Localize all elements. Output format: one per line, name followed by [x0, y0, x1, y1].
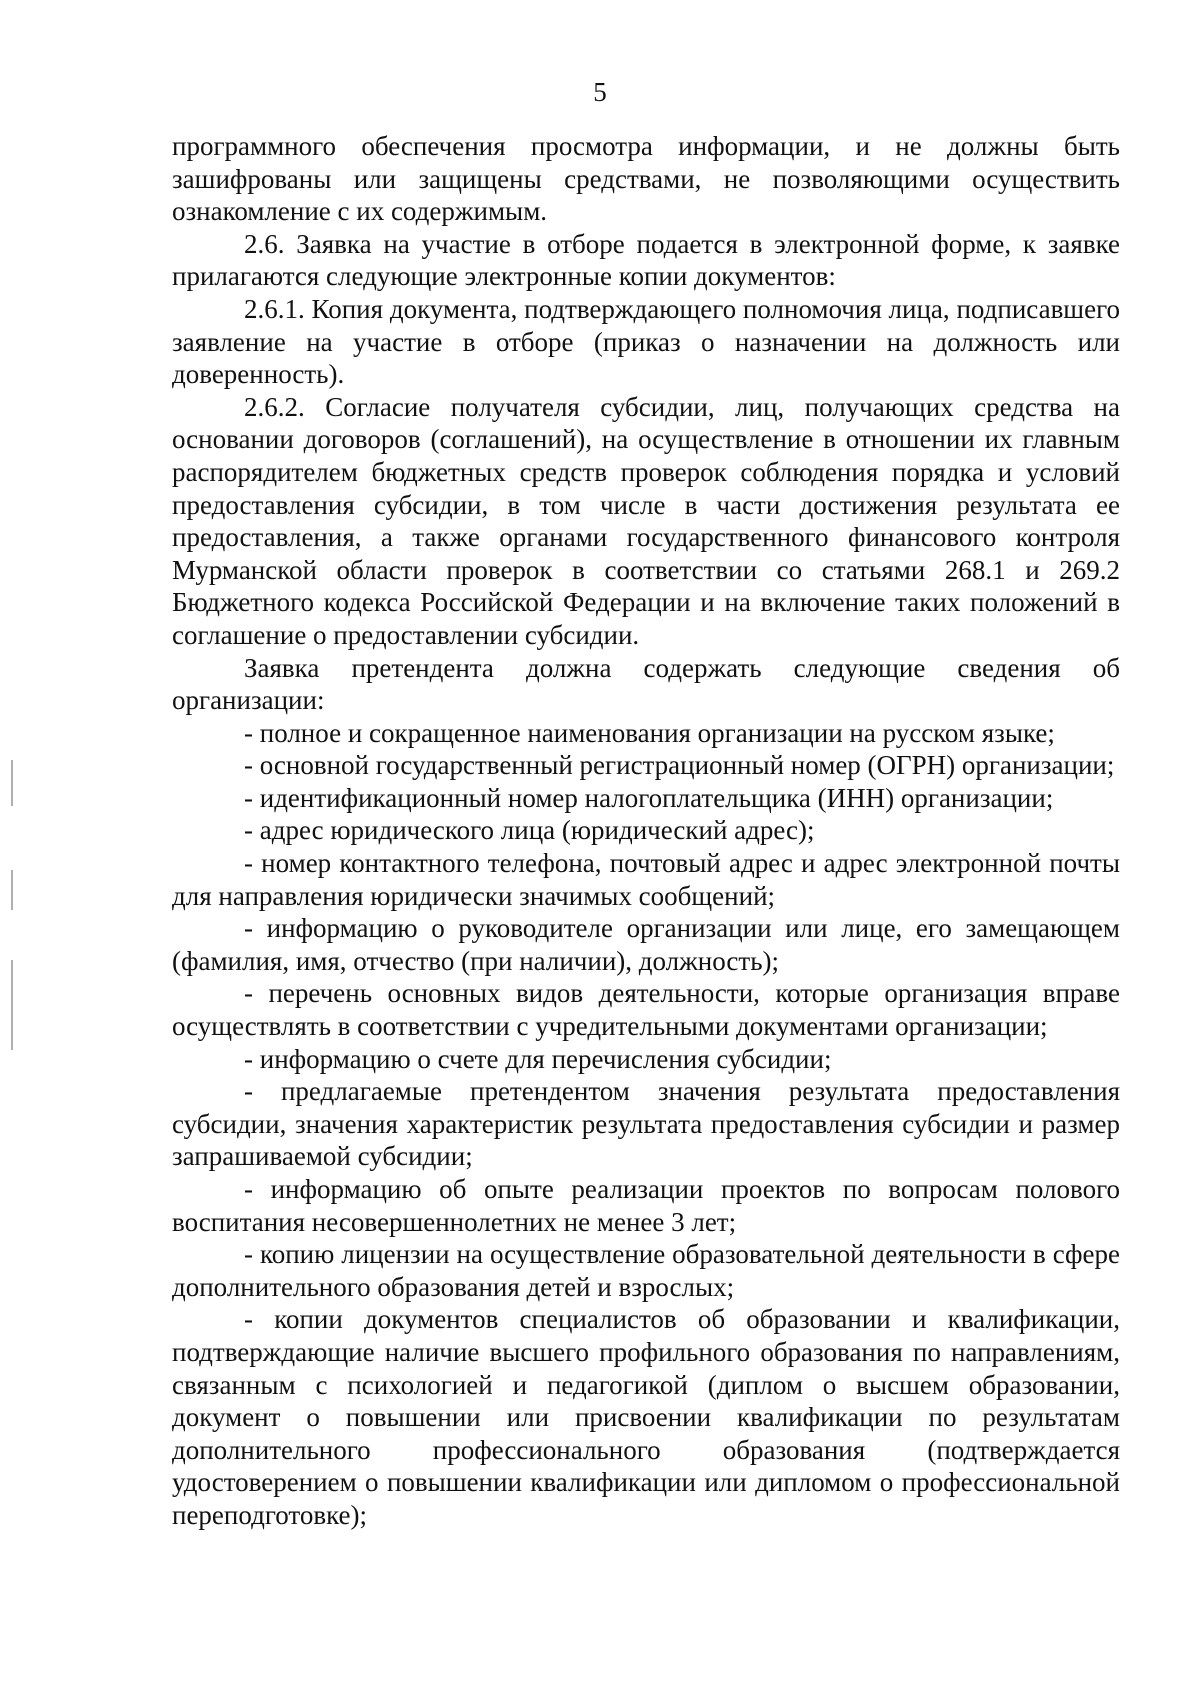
list-item: - информацию о счете для перечисления субсидии;	[244, 1043, 832, 1074]
scan-margin-mark	[11, 760, 13, 806]
list-item: - копии документов специалистов об образовании и квалификации, подтверждающие наличие высшего профильного образования по направлениям, связанным с психологией и педагогикой (диплом о высшем образовании, документ о повышении или присвоении квалификации по результатам дополнительного профессионального образования (подтверждается удостоверением о повышении квалификации или дипломом о профессиональной переподготовке);	[172, 1304, 1120, 1530]
list-item: - копию лицензии на осуществление образовательной деятельности в сфере дополнительного образования детей и взрослых;	[172, 1239, 1120, 1302]
document-body	[172, 130, 1120, 1532]
paragraph: Заявка претендента должна содержать следующие сведения об организации:	[172, 652, 1120, 716]
page-number: 5	[593, 77, 607, 107]
list-item: - полное и сокращенное наименования организации на русском языке;	[244, 717, 1055, 748]
scan-margin-mark	[11, 960, 13, 1050]
list-item: - информацию об опыте реализации проектов по вопросам полового воспитания несовершеннолетних не менее 3 лет;	[172, 1174, 1120, 1237]
paragraph: 2.6.1. Копия документа, подтверждающего полномочия лица, подписавшего заявление на участие в отборе (приказ о назначении на должность или доверенность).	[172, 293, 1120, 390]
list-item: - номер контактного телефона, почтовый адрес и адрес электронной почты для направления юридически значимых сообщений;	[172, 848, 1120, 911]
list-item: - идентификационный номер налогоплательщика (ИНН) организации;	[244, 782, 1054, 813]
list-item: - информацию о руководителе организации или лице, его замещающем (фамилия, имя, отчество (при наличии), должность);	[172, 913, 1120, 976]
paragraph: 2.6.2. Согласие получателя субсидии, лиц, получающих средства на основании договоров (соглашений), на осуществление в отношении их главным распорядителем бюджетных средств проверок соблюдения порядка и условий предоставления субсидии, в том числе в части достижения результата ее предоставления, а также органами государственного финансового контроля Мурманской области проверок в соответствии со статьями 268.1 и 269.2 Бюджетного кодекса Российской Федерации и на включение таких положений в соглашение о предоставлении субсидии.	[172, 391, 1120, 650]
list-item: - предлагаемые претендентом значения результата предоставления субсидии, значения характеристик результата предоставления субсидии и размер запрашиваемой субсидии;	[172, 1076, 1120, 1172]
paragraph: 2.6. Заявка на участие в отборе подается в электронной форме, к заявке прилагаются следующие электронные копии документов:	[172, 228, 1120, 292]
list-item: - основной государственный регистрационный номер (ОГРН) организации;	[244, 750, 1115, 781]
scan-margin-mark	[11, 870, 13, 910]
list-item: - перечень основных видов деятельности, которые организация вправе осуществлять в соответствии с учредительными документами организации;	[172, 978, 1120, 1042]
paragraph: программного обеспечения просмотра информации, и не должны быть зашифрованы или защищены средствами, не позволяющими осуществить ознакомление с их содержимым.	[172, 131, 1120, 227]
list-item: - адрес юридического лица (юридический адрес);	[244, 815, 815, 846]
